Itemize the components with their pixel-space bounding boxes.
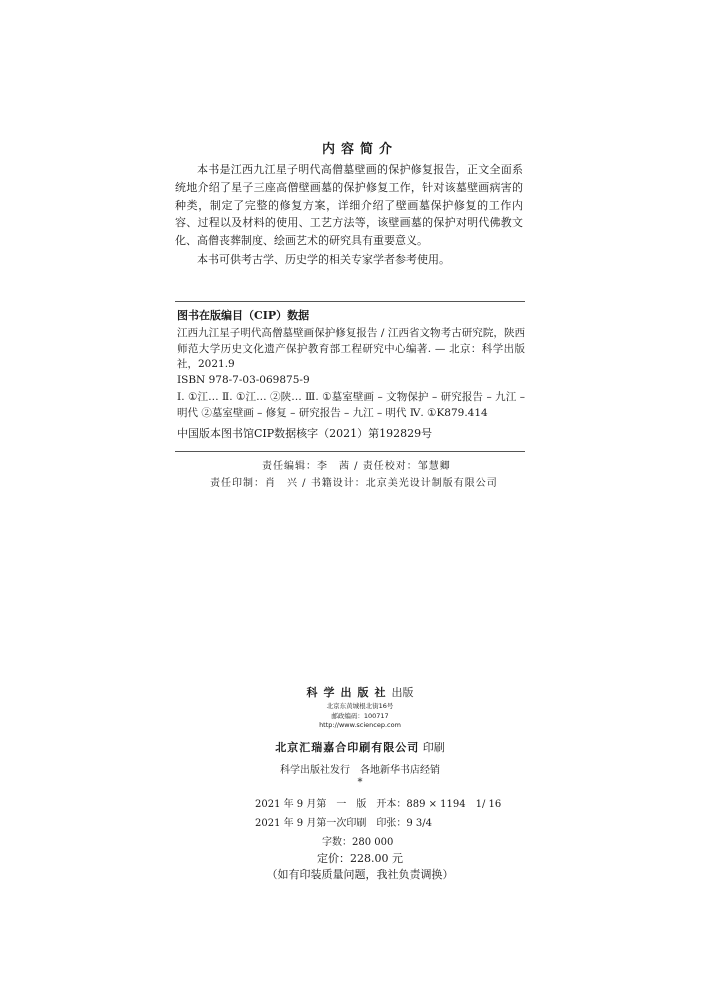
credits-editor-line: 责任编辑：李 茜 / 责任校对：邹慧卿 (262, 461, 451, 472)
price-line: 定价：228.00 元 (317, 852, 403, 865)
publisher-website: http://www.sciencep.com (319, 721, 401, 729)
quality-notice: （如有印装质量问题，我社负责调换） (266, 868, 454, 881)
cip-classification: Ⅰ. ①江… Ⅱ. ①江… ②陕… Ⅲ. ①墓室壁画 – 文物保护 – 研究报告 – 九江 – 明代 ②墓室壁画 – 修复 – 研究报告 – 九江 – 明代 Ⅳ. ①K879.414 (177, 391, 525, 419)
publisher-line (0, 684, 720, 700)
separator-star: * (357, 777, 363, 788)
cip-description: 江西九江星子明代高僧墓壁画保护修复报告 / 江西省文物考古研究院，陕西师范大学历史文化遗产保护教育部工程研究中心编著. — 北京：科学出版社，2021.9 (177, 327, 525, 370)
publisher-zipcode: 邮政编码：100717 (331, 712, 389, 720)
cip-heading: 图书在版编目（CIP）数据 (177, 309, 310, 322)
spec-printing-line: 2021 年 9 月第一次印刷 印张：9 3/4 (255, 818, 432, 829)
intro-paragraph-2: 本书可供考古学、历史学的相关专家学者参考使用。 (197, 253, 450, 266)
credits-print-line: 责任印制：肖 兴 / 书籍设计：北京美光设计制版有限公司 (210, 478, 498, 489)
cip-number: 中国版本图书馆CIP数据核字（2021）第192829号 (177, 427, 433, 440)
publisher-address: 北京东黄城根北街16号 (326, 702, 394, 710)
printer-line (0, 739, 720, 755)
printer-suffix: 印刷 (422, 741, 445, 754)
cip-isbn: ISBN 978-7-03-069875-9 (177, 374, 310, 386)
intro-paragraph-1: 本书是江西九江星子明代高僧墓壁画的保护修复报告，正文全面系统地介绍了星子三座高僧壁画墓的保护修复工作，针对该墓壁画病害的种类，制定了完整的修复方案，详细介绍了壁画墓保护修复的工作内容、过程以及材料的使用、工艺方法等，该壁画墓的保护对明代佛教文化、高僧丧葬制度、绘画艺术的研究具有重要意义。 (175, 163, 523, 248)
spec-wordcount-line: 字数：280 000 (322, 837, 394, 848)
spec-edition-line: 2021 年 9 月第 一 版 开本：889 × 1194 1/ 16 (255, 799, 502, 810)
publisher-suffix: 出版 (391, 686, 414, 699)
cip-top-rule (175, 301, 525, 302)
printer-name: 北京汇瑞嘉合印刷有限公司 (275, 741, 420, 754)
intro-title: 内容简介 (321, 142, 398, 157)
publisher-name: 科学出版社 (306, 686, 392, 699)
distribution-line: 科学出版社发行 各地新华书店经销 (280, 765, 440, 776)
cip-bottom-rule (175, 451, 525, 452)
